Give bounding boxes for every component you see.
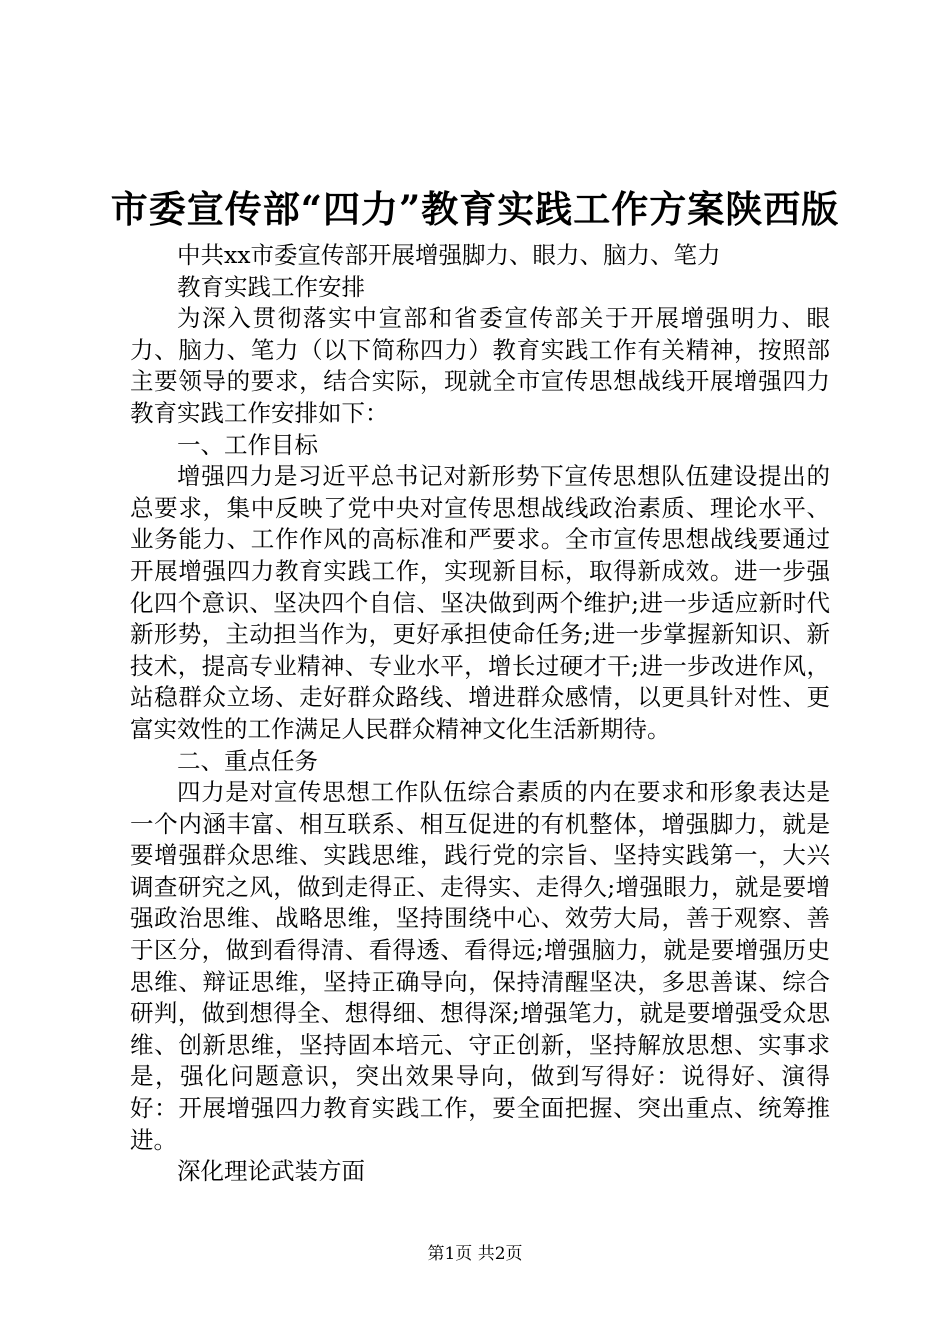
goals-paragraph: 增强四力是习近平总书记对新形势下宣传思想队伍建设提出的总要求，集中反映了党中央对宣传思想战线政治素质、理论水平、业务能力、工作作风的高标准和严要求。全市宣传思想战线要通过开展增强四力教育实践工作，实现新目标，取得新成效。进一步强化四个意识、坚决四个自信、坚决做到两个维护;进一步适应新时代新形势，主动担当作为，更好承担使命任务;进一步掌握新知识、新技术，提高专业精神、专业水平，增长过硬才干;进一步改进作风，站稳群众立场、走好群众路线、增进群众感情，以更具针对性、更富实效性的工作满足人民群众精神文化生活新期待。 [130, 462, 830, 743]
subtitle-line-1: 中共xx市委宣传部开展增强脚力、眼力、脑力、笔力 [177, 241, 721, 269]
intro-paragraph: 为深入贯彻落实中宣部和省委宣传部关于开展增强明力、眼力、脑力、笔力（以下简称四力）教育实践工作有关精神，按照部主要领导的要求，结合实际，现就全市宣传思想战线开展增强四力教育实践工作安排如下： [130, 304, 830, 427]
page-title: 市委宣传部“四力”教育实践工作方案陕西版 [110, 187, 840, 231]
section-heading-tasks: 二、重点任务 [177, 746, 318, 775]
document-body [130, 240, 830, 1188]
tasks-paragraph: 四力是对宣传思想工作队伍综合素质的内在要求和形象表达是一个内涵丰富、相互联系、相互促进的有机整体，增强脚力，就是要增强群众思维、实践思维，践行党的宗旨、坚持实践第一，大兴调查研究之风，做到走得正、走得实、走得久;增强眼力，就是要增强政治思维、战略思维，坚持围绕中心、效劳大局，善于观察、善于区分，做到看得清、看得透、看得远;增强脑力，就是要增强历史思维、辩证思维，坚持正确导向，保持清醒坚决，多思善谋、综合研判，做到想得全、想得细、想得深;增强笔力，就是要增强受众思维、创新思维，坚持固本培元、守正创新，坚持解放思想、实事求是，强化问题意识，突出效果导向，做到写得好：说得好、演得好：开展增强四力教育实践工作，要全面把握、突出重点、统筹推进。 [130, 778, 830, 1154]
section-heading-goals: 一、工作目标 [177, 430, 318, 459]
subtitle-line-2: 教育实践工作安排 [177, 272, 365, 301]
subheading-theory: 深化理论武装方面 [177, 1157, 365, 1186]
page-footer: 第1页 共2页 [427, 1244, 523, 1264]
